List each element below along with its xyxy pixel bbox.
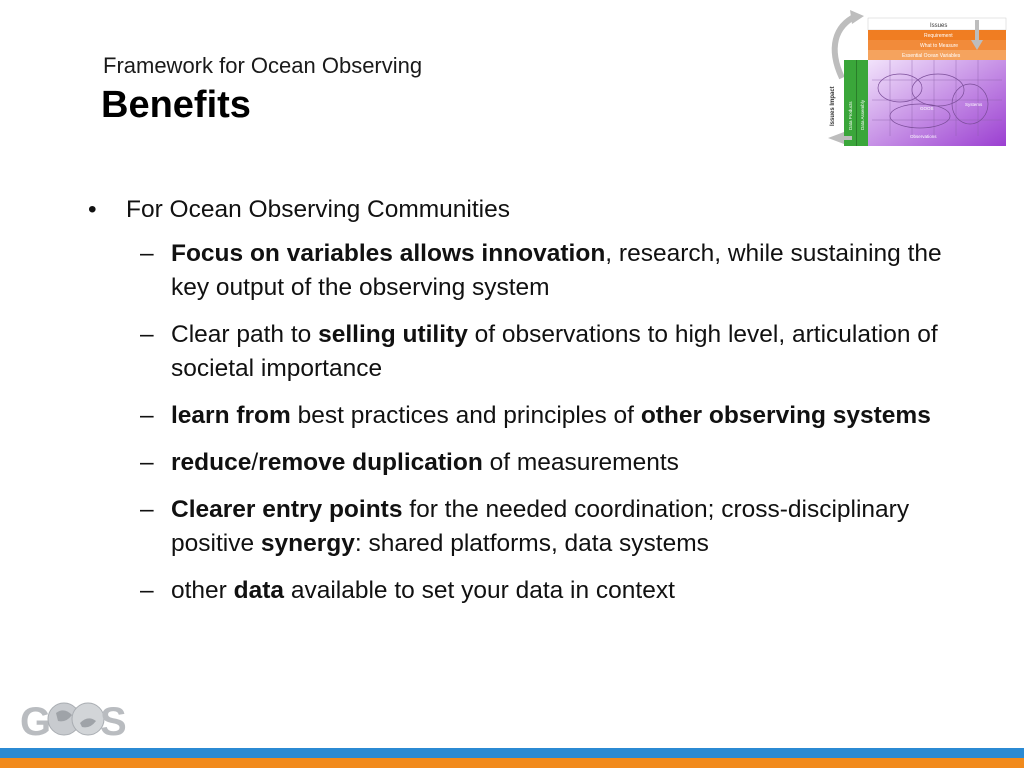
sub-bullet (88, 446, 968, 480)
bold-text: remove duplication (258, 449, 483, 476)
bullet-list (88, 193, 968, 621)
sub-bullet (88, 574, 968, 608)
text: , research, while sustaining the key output of the observing system (171, 240, 942, 301)
bold-text: learn from (171, 402, 291, 429)
bullet-text: For Ocean Observing Communities (126, 196, 510, 223)
bullet-dot-icon: • (88, 196, 97, 223)
svg-text:What to Measure: What to Measure (920, 43, 959, 49)
bold-text: data (233, 577, 285, 604)
diagram-top-label: Issues (930, 23, 948, 29)
text: other (171, 577, 234, 604)
bold-text: Clearer entry points (171, 496, 403, 523)
bold-text: synergy (260, 530, 355, 557)
svg-text:Data Products: Data Products (848, 101, 853, 130)
framework-diagram (820, 8, 1012, 150)
bold-text: Focus on variables allows innovation (171, 240, 606, 267)
dash-icon: – (140, 321, 154, 348)
text: / (251, 449, 259, 476)
footer-orange-bar (0, 758, 1024, 768)
svg-text:Systems: Systems (965, 102, 983, 107)
dash-icon: – (140, 577, 154, 604)
goos-logo (18, 697, 130, 741)
text: Clear path to (171, 321, 319, 348)
svg-text:G: G (20, 700, 46, 741)
sub-bullet (88, 493, 968, 561)
slide-title: Benefits (101, 84, 251, 126)
slide-subtitle: Framework for Ocean Observing (103, 53, 423, 78)
svg-text:GOOS: GOOS (920, 106, 934, 111)
dash-icon: – (140, 402, 154, 429)
text: : shared platforms, data systems (354, 530, 709, 557)
svg-text:S: S (100, 700, 127, 741)
bold-text: selling utility (318, 321, 468, 348)
dash-icon: – (140, 449, 154, 476)
dash-icon: – (140, 240, 154, 267)
svg-text:Requirement: Requirement (924, 33, 953, 39)
sub-bullet (88, 399, 968, 433)
text: available to set your data in context (284, 577, 675, 604)
text: of observations to high level, articulation of societal importance (171, 321, 938, 382)
svg-text:Essential Ocean Variables: Essential Ocean Variables (902, 53, 961, 59)
sub-bullet (88, 237, 968, 305)
footer-blue-bar (0, 748, 1024, 758)
svg-text:Data Assembly: Data Assembly (860, 99, 865, 130)
text: best practices and principles of (290, 402, 641, 429)
svg-text:Issues Impact: Issues Impact (830, 86, 836, 126)
text: for the needed coordination; cross-disciplinary positive (171, 496, 910, 557)
sub-bullet (88, 318, 968, 386)
bold-text: other observing systems (640, 402, 931, 429)
bold-text: reduce (171, 449, 252, 476)
svg-text:Observations: Observations (910, 134, 937, 139)
text: of measurements (482, 449, 679, 476)
dash-icon: – (140, 496, 154, 523)
bullet-level1 (88, 193, 968, 227)
